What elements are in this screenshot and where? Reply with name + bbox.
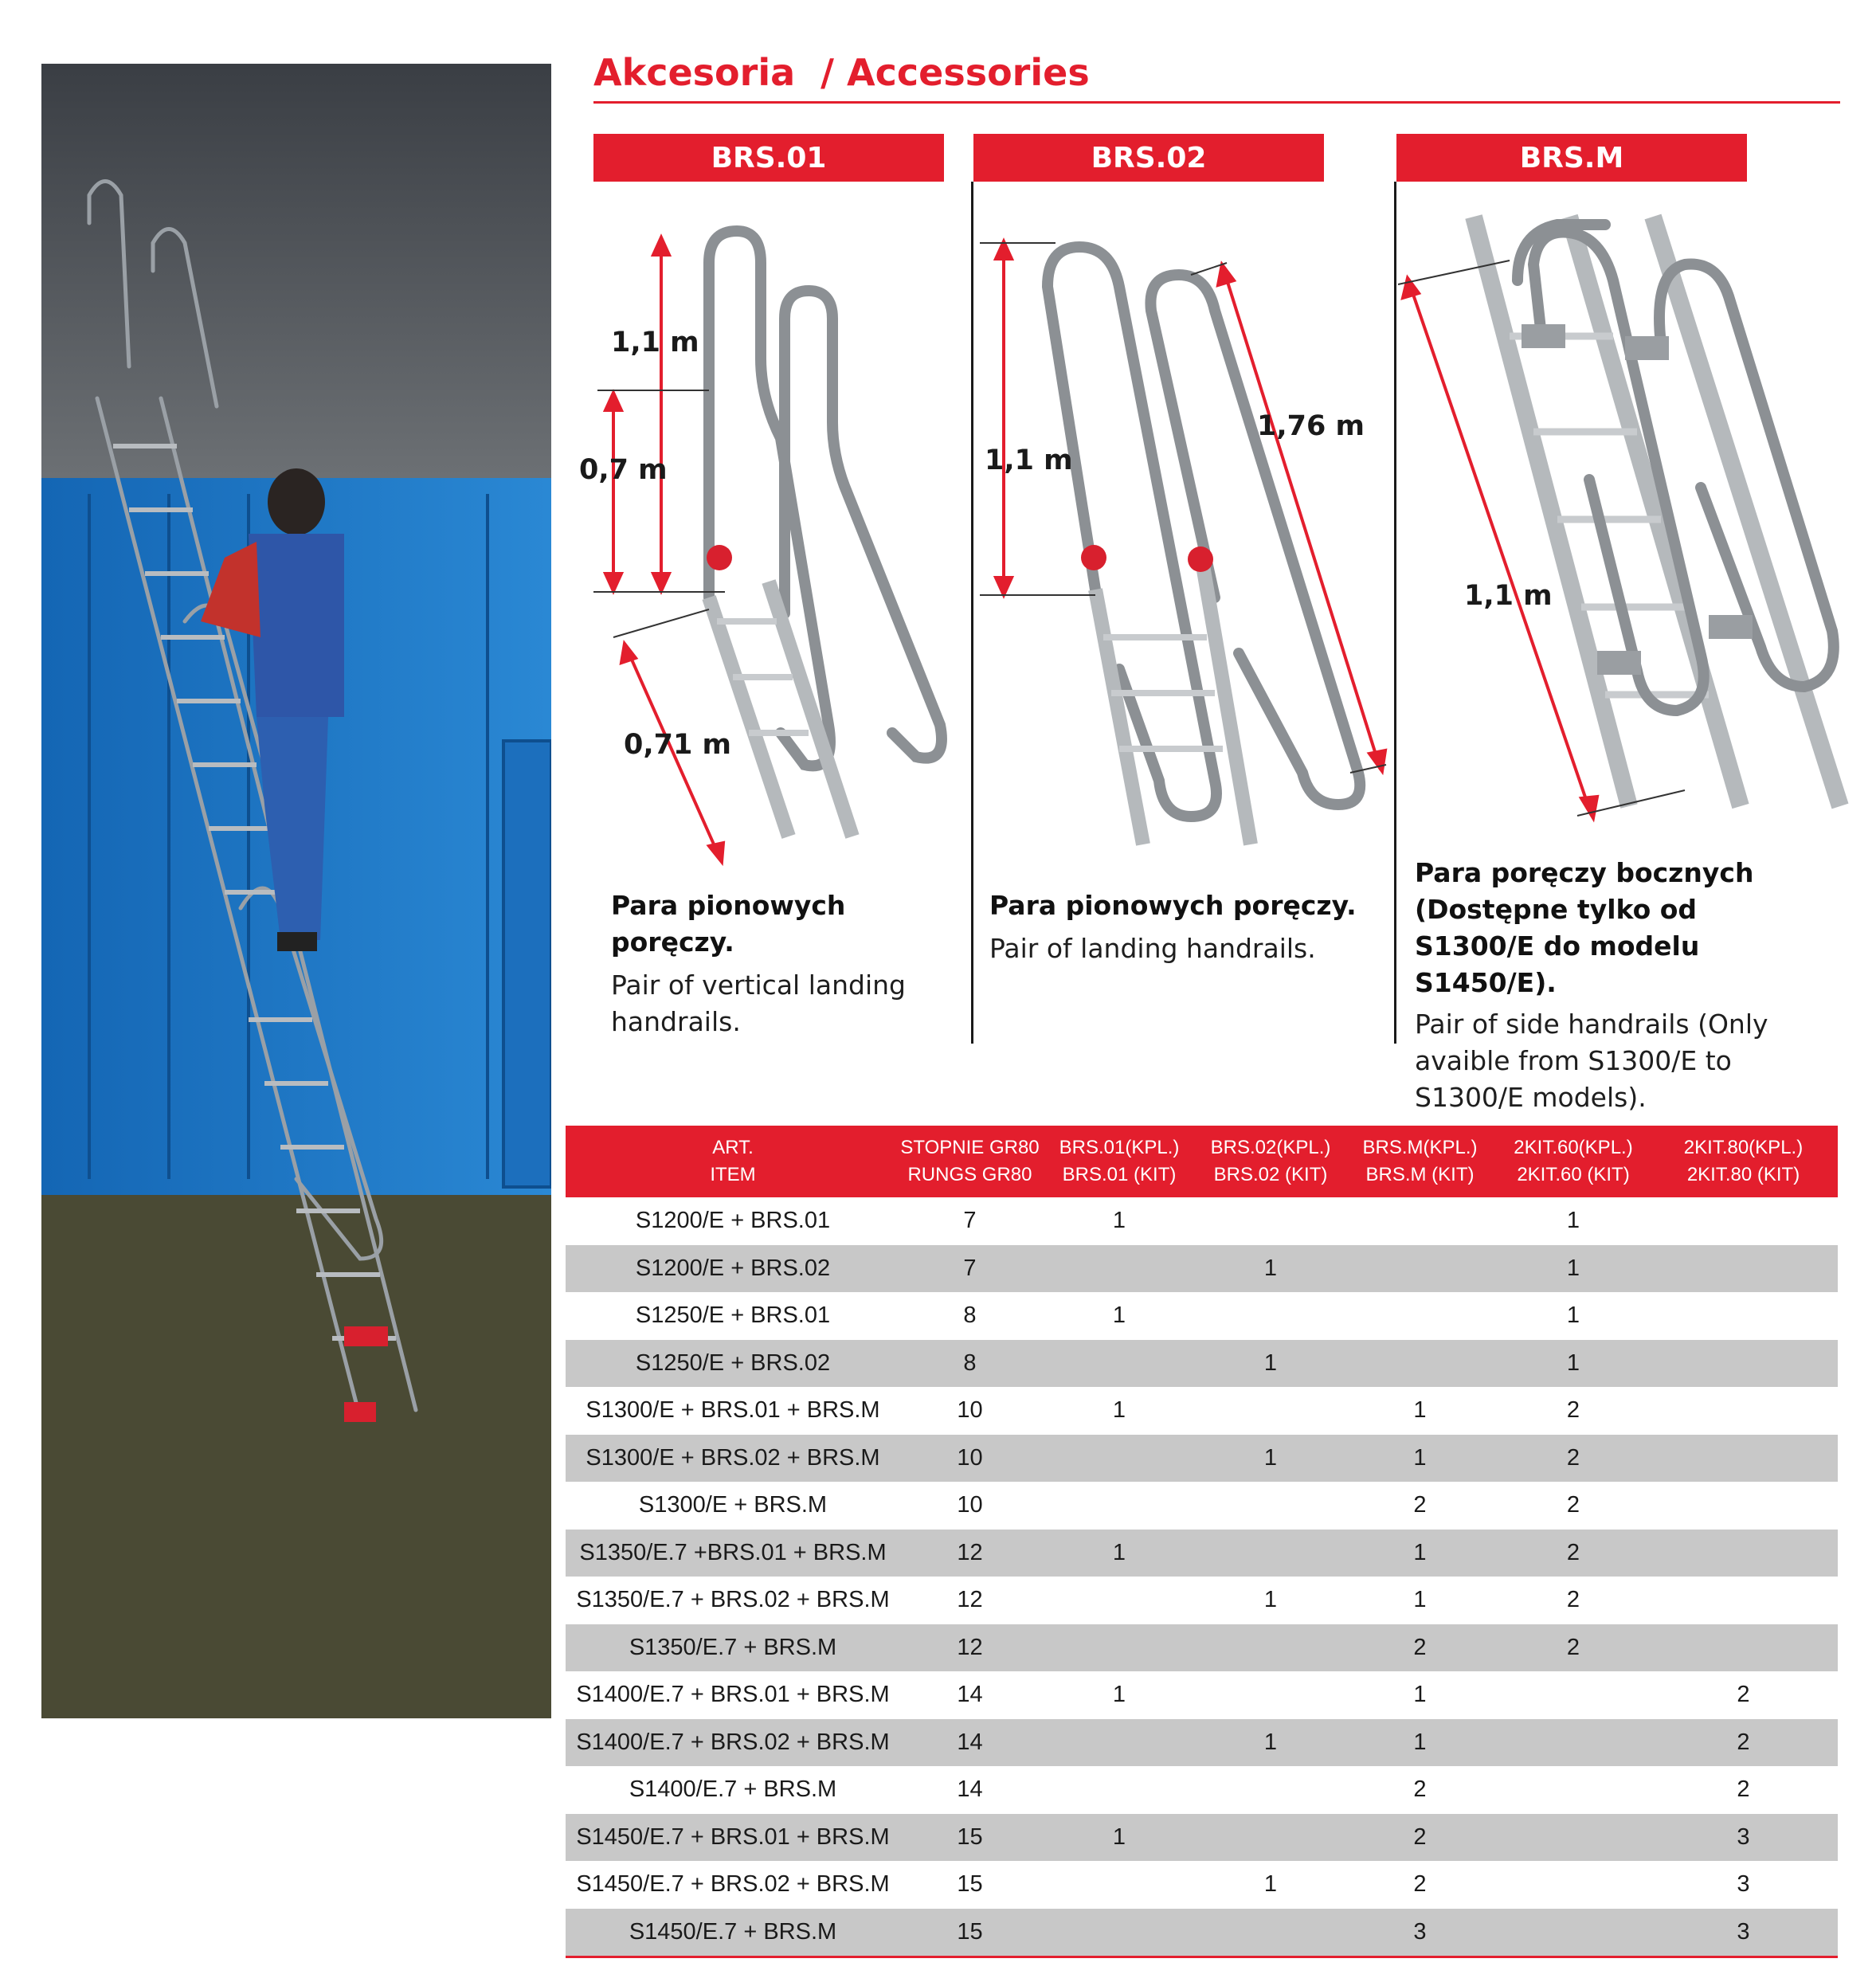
cell-2kit60: 1 [1566,1302,1580,1329]
cell-2kit60 [1498,1861,1649,1909]
table-row [566,1197,1838,1245]
table-row [566,1766,1838,1814]
cell-brs02: 1 [1199,1719,1342,1767]
brs02-dim-height: 1,1 m [985,445,1073,476]
cell-2kit60: 1 [1498,1340,1649,1388]
cell-brs01 [1040,1766,1199,1814]
col-header-2kit80: 2KIT.80(KPL.) 2KIT.80 (KIT) [1649,1126,1838,1197]
cell-brs01 [1040,1909,1199,1957]
cell-brs02 [1199,1671,1342,1719]
cell-item: S1450/E.7 + BRS.01 + BRS.M [566,1814,900,1862]
table-row [566,1340,1838,1388]
cell-rungs: 14 [900,1719,1040,1767]
col-header-brsm: BRS.M(KPL.) BRS.M (KIT) [1342,1126,1498,1197]
cell-2kit60: 2 [1498,1624,1649,1672]
cell-2kit80 [1649,1197,1838,1245]
cell-brsm: 1 [1413,1397,1427,1424]
cell-2kit80 [1649,1292,1838,1340]
brs01-desc-pl: Para pionowych poręczy. [611,890,846,958]
cell-brsm [1342,1197,1498,1245]
cell-brsm: 2 [1413,1871,1427,1898]
cell-brs02: 1 [1199,1435,1342,1483]
cell-item: S1400/E.7 + BRS.01 + BRS.M [576,1682,890,1708]
cell-rungs: 14 [957,1776,983,1803]
cell-brs01 [1040,1245,1199,1293]
table-row [566,1530,1838,1577]
cell-brs02: 1 [1263,1587,1278,1613]
brs02-description [989,887,1364,967]
title-underline [593,101,1840,104]
table-row [566,1577,1838,1624]
brsm-description [1415,855,1813,1116]
cell-brsm: 1 [1342,1435,1498,1483]
brsm-desc-pl: Para poręczy bocznych (Dostępne tylko od S1300/E do modelu S1450/E). [1415,857,1754,998]
cell-brs01: 1 [1112,1302,1126,1329]
brs02-dim-length: 1,76 m [1257,410,1365,442]
cell-2kit80: 3 [1649,1814,1838,1862]
cell-brs02 [1199,1387,1342,1435]
cell-brs01: 1 [1112,1208,1126,1234]
cell-2kit80 [1649,1245,1838,1293]
cell-brs02: 1 [1263,1871,1278,1898]
cell-brsm [1342,1340,1498,1388]
cell-rungs: 12 [957,1587,983,1613]
cell-brsm: 1 [1413,1682,1427,1708]
cell-2kit80 [1649,1387,1838,1435]
table-row [566,1292,1838,1340]
cell-brs01 [1040,1435,1199,1483]
cell-item: S1400/E.7 + BRS.02 + BRS.M [566,1719,900,1767]
cell-rungs: 10 [957,1492,983,1518]
cell-brsm: 2 [1413,1492,1427,1518]
cell-2kit60: 2 [1566,1587,1580,1613]
cell-item: S1400/E.7 + BRS.M [629,1776,837,1803]
column-divider [1394,182,1396,1044]
cell-brs02 [1199,1197,1342,1245]
cell-rungs: 15 [900,1814,1040,1862]
cell-2kit80: 2 [1737,1682,1750,1708]
brs01-dim-base: 0,71 m [624,729,732,761]
cell-rungs: 12 [900,1624,1040,1672]
accessory-header-brs01: BRS.01 [593,134,944,182]
cell-2kit80 [1649,1530,1838,1577]
section-title: Akcesoria / Accessories [593,51,1090,94]
table-row [566,1909,1838,1957]
cell-2kit60 [1498,1671,1649,1719]
col-header-rungs: STOPNIE GR80 RUNGS GR80 [900,1126,1040,1197]
cell-rungs: 12 [900,1530,1040,1577]
cell-item: S1350/E.7 + BRS.02 + BRS.M [576,1587,890,1613]
cell-brs01: 1 [1040,1814,1199,1862]
accessory-header-brsm: BRS.M [1396,134,1747,182]
cell-brs02 [1199,1766,1342,1814]
cell-item: S1300/E + BRS.02 + BRS.M [566,1435,900,1483]
cell-brs01: 1 [1112,1397,1126,1424]
table-row [566,1387,1838,1435]
accessory-header-brs02: BRS.02 [973,134,1324,182]
cell-brs01 [1040,1624,1199,1672]
cell-rungs: 8 [963,1302,977,1329]
cell-brs01 [1040,1340,1199,1388]
cell-2kit80: 3 [1649,1909,1838,1957]
cell-brs01: 1 [1112,1682,1126,1708]
cell-brsm: 1 [1413,1587,1427,1613]
table-header-row [566,1126,1838,1197]
table-row [566,1671,1838,1719]
brs02-desc-en: Pair of landing handrails. [989,933,1316,964]
cell-brs02: 1 [1199,1340,1342,1388]
table-row [566,1482,1838,1530]
cell-rungs: 7 [900,1245,1040,1293]
cell-2kit60: 2 [1498,1530,1649,1577]
cell-item: S1450/E.7 + BRS.M [566,1909,900,1957]
cell-item: S1300/E + BRS.01 + BRS.M [586,1397,880,1424]
cell-brsm: 1 [1342,1719,1498,1767]
cell-2kit60: 2 [1566,1397,1580,1424]
cell-rungs: 10 [900,1435,1040,1483]
cell-2kit60 [1498,1814,1649,1862]
cell-brs02: 1 [1199,1245,1342,1293]
cell-brs02 [1199,1624,1342,1672]
cell-brs02 [1199,1482,1342,1530]
cell-2kit60: 2 [1498,1435,1649,1483]
col-header-brs01: BRS.01(KPL.) BRS.01 (KIT) [1040,1126,1199,1197]
cell-2kit60: 1 [1566,1208,1580,1234]
cell-item: S1200/E + BRS.02 [566,1245,900,1293]
cell-brsm [1342,1245,1498,1293]
cell-2kit80 [1649,1340,1838,1388]
compatibility-table [566,1126,1838,1958]
cell-rungs: 7 [963,1208,977,1234]
cell-rungs: 8 [900,1340,1040,1388]
table-row [566,1245,1838,1293]
cell-2kit80 [1649,1624,1838,1672]
cell-brs01: 1 [1040,1530,1199,1577]
cell-rungs: 14 [957,1682,983,1708]
col-header-brs02: BRS.02(KPL.) BRS.02 (KIT) [1199,1126,1342,1197]
cell-brsm: 3 [1342,1909,1498,1957]
cell-2kit80: 3 [1737,1871,1750,1898]
cell-brsm: 2 [1342,1624,1498,1672]
brsm-diagram [1398,217,1844,822]
cell-item: S1350/E.7 +BRS.01 + BRS.M [566,1530,900,1577]
cell-item: S1200/E + BRS.01 [635,1208,831,1234]
brs02-desc-pl: Para pionowych poręczy. [989,890,1357,921]
cell-2kit80 [1649,1435,1838,1483]
cell-rungs: 10 [957,1397,983,1424]
brs02-diagram [976,223,1390,844]
brs01-description [611,887,954,1040]
cell-2kit60: 1 [1498,1245,1649,1293]
brs01-dim-post: 0,7 m [579,454,668,486]
column-divider [971,182,973,1044]
table-row [566,1719,1838,1767]
cell-brs01 [1040,1861,1199,1909]
cell-brs02 [1199,1814,1342,1862]
brs01-dim-height: 1,1 m [611,327,699,358]
cell-2kit80 [1649,1577,1838,1624]
table-row [566,1624,1838,1672]
cell-item: S1350/E.7 + BRS.M [566,1624,900,1672]
col-header-2kit60: 2KIT.60(KPL.) 2KIT.60 (KIT) [1498,1126,1649,1197]
brs01-desc-en: Pair of vertical landing handrails. [611,969,906,1037]
cell-2kit60 [1498,1719,1649,1767]
cell-brs02 [1199,1292,1342,1340]
cell-rungs: 15 [957,1871,983,1898]
cell-2kit80: 2 [1737,1776,1750,1803]
cell-brsm: 2 [1413,1776,1427,1803]
cell-brsm: 2 [1342,1814,1498,1862]
cell-brs01 [1040,1482,1199,1530]
col-header-item: ART. ITEM [566,1126,900,1197]
cell-2kit60: 2 [1566,1492,1580,1518]
cell-brsm: 1 [1342,1530,1498,1577]
cell-brs01 [1040,1719,1199,1767]
brsm-desc-en: Pair of side handrails (Only avaible from S1300/E to S1300/E models). [1415,1009,1768,1113]
cell-2kit60 [1498,1909,1649,1957]
cell-rungs: 15 [900,1909,1040,1957]
cell-brs02 [1199,1530,1342,1577]
cell-2kit80: 2 [1649,1719,1838,1767]
cell-brs02 [1199,1909,1342,1957]
table-row [566,1861,1838,1909]
cell-2kit60 [1498,1766,1649,1814]
cell-item: S1250/E + BRS.01 [635,1302,831,1329]
cell-brs01 [1040,1577,1199,1624]
brsm-dim-length: 1,1 m [1464,580,1553,612]
cell-item: S1300/E + BRS.M [638,1492,828,1518]
table-row [566,1814,1838,1862]
hero-photo-ladder [41,64,551,1718]
table-row [566,1435,1838,1483]
cell-brsm [1342,1292,1498,1340]
cell-item: S1450/E.7 + BRS.02 + BRS.M [576,1871,890,1898]
cell-2kit80 [1649,1482,1838,1530]
cell-item: S1250/E + BRS.02 [566,1340,900,1388]
